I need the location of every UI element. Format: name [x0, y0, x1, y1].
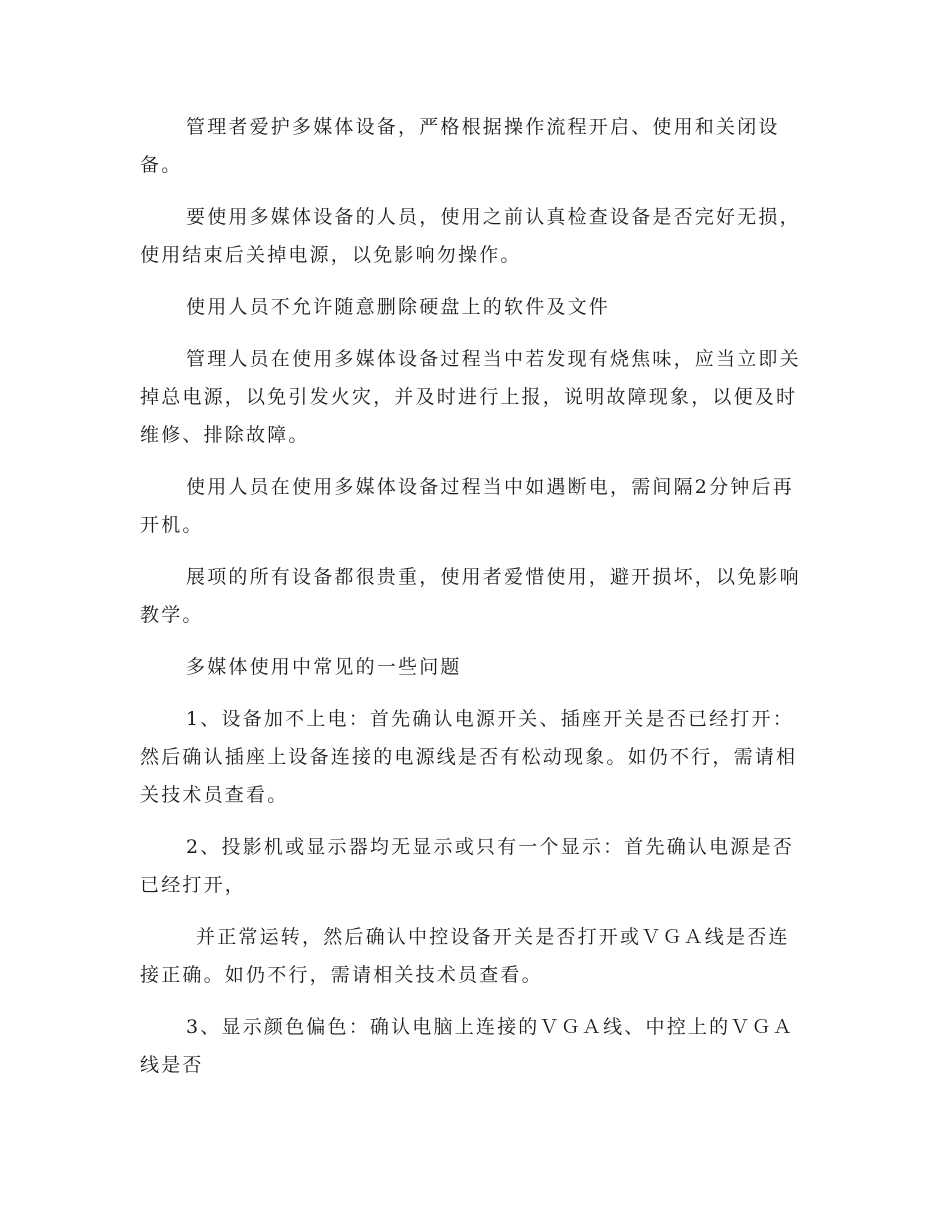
paragraph-valuable-equipment: 展项的所有设备都很贵重，使用者爱惜使用，避开损坏，以免影响教学。 [140, 566, 801, 626]
paragraph-power-outage: 使用人员在使用多媒体设备过程当中如遇断电，需间隔2分钟后再开机。 [140, 476, 794, 536]
document-body [140, 108, 806, 1098]
section-heading-common-problems: 多媒体使用中常见的一些问题 [186, 656, 462, 678]
paragraph-burning-smell: 管理人员在使用多媒体设备过程当中若发现有烧焦味，应当立即关掉总电源，以免引发火灾，并及时进行上报，说明故障现象，以便及时维修、排除故障。 [140, 348, 801, 446]
problem-item-no-display: 2、投影机或显示器均无显示或只有一个显示：首先确认电源是否已经打开， [140, 836, 794, 896]
paragraph-pre-use-check: 要使用多媒体设备的人员，使用之前认真检查设备是否完好无损，使用结束后关掉电源，以免影响勿操作。 [140, 206, 801, 266]
paragraph-equipment-care: 管理者爱护多媒体设备，严格根据操作流程开启、使用和关闭设备。 [140, 116, 780, 176]
problem-item-no-power: 1、设备加不上电：首先确认电源开关、插座开关是否已经打开：然后确认插座上设备连接的电源线是否有松动现象。如仍不行，需请相关技术员查看。 [140, 708, 798, 806]
problem-item-color-cast: 3、显示颜色偏色：确认电脑上连接的ＶＧＡ线、中控上的ＶＧＡ线是否 [140, 1016, 794, 1076]
problem-item-no-display-continued: 并正常运转，然后确认中控设备开关是否打开或ＶＧＡ线是否连接正确。如仍不行，需请相关技术员查看。 [140, 926, 790, 986]
paragraph-no-delete-files: 使用人员不允许随意删除硬盘上的软件及文件 [186, 296, 611, 318]
